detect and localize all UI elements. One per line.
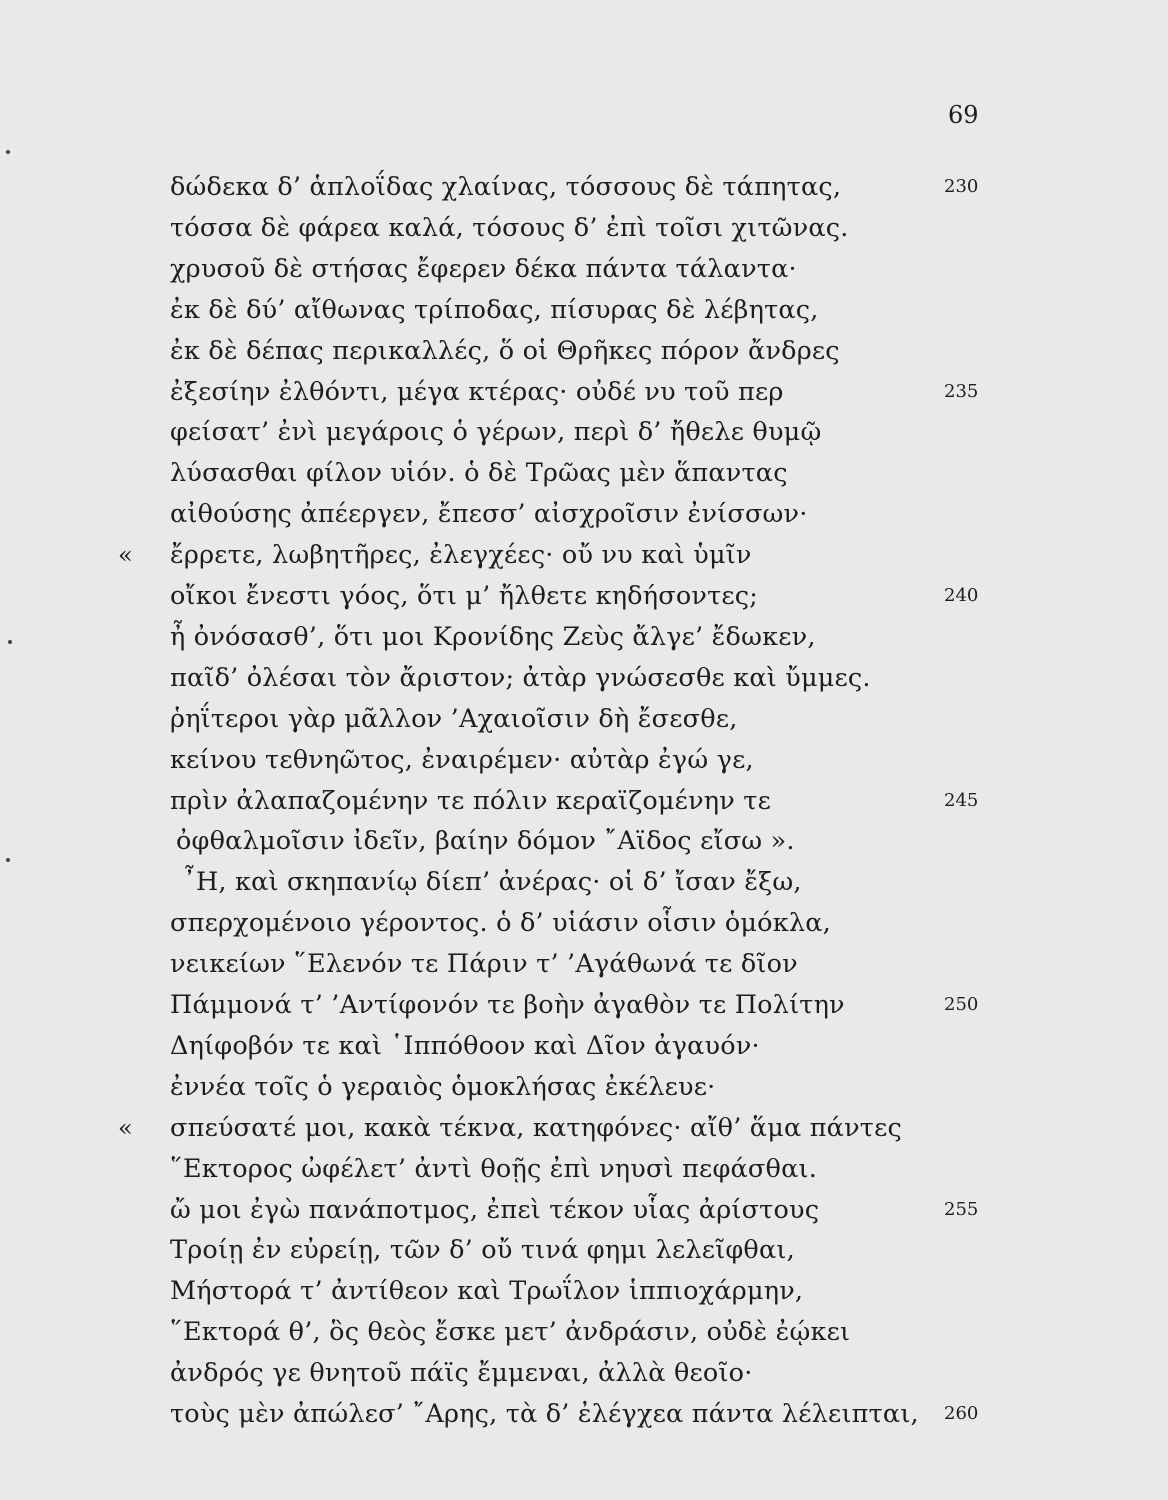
- margin-mark: [8, 640, 12, 644]
- line-number: 230: [944, 176, 979, 197]
- line-number: 240: [944, 585, 979, 606]
- verse-line: [0, 168, 1168, 208]
- verse-text: κείνου τεθνηῶτος, ἐναιρέμεν· αὐτὰρ ἐγώ γε,: [170, 744, 754, 775]
- verse-line: [0, 1150, 1168, 1190]
- verse-line: [0, 577, 1168, 617]
- verse-line: [0, 454, 1168, 494]
- verse-line: [0, 1313, 1168, 1353]
- verse-text: τοὺς μὲν ἀπώλεσ’ ῎Αρης, τὰ δ’ ἐλέγχεα πάντα λέλειπται,: [170, 1399, 919, 1429]
- verse-text: ὤ μοι ἐγὼ πανάποτμος, ἐπεὶ τέκον υἷας ἀρίστους: [170, 1194, 820, 1225]
- verse-text: δώδεκα δ’ ἁπλοΐδας χλαίνας, τόσσους δὲ τάπητας,: [170, 172, 842, 202]
- verse-text: ῞Εκτορος ὠφέλετ’ ἀντὶ θοῇς ἐπὶ νηυσὶ πεφάσθαι.: [170, 1153, 818, 1184]
- verse-text: ἀνδρός γε θνητοῦ πάϊς ἔμμεναι, ἀλλὰ θεοῖο·: [170, 1358, 753, 1389]
- verse-line: [0, 536, 1168, 576]
- verse-line: [0, 700, 1168, 740]
- verse-text: πρὶν ἀλαπαζομένην τε πόλιν κεραϊζομένην τε: [170, 785, 772, 816]
- verse-text: σπερχομένοιο γέροντος. ὁ δ’ υἱάσιν οἷσιν ὁμόκλα,: [170, 908, 831, 939]
- verse-text: φείσατ’ ἐνὶ μεγάροις ὁ γέρων, περὶ δ’ ἤθελε θυμῷ: [170, 417, 822, 448]
- verse-text: ῏Η, καὶ σκηπανίῳ δίεπ’ ἀνέρας· οἱ δ’ ἴσαν ἔξω,: [183, 867, 802, 898]
- verse-line: [0, 904, 1168, 944]
- verse-line: [0, 863, 1168, 903]
- quote-mark: «: [118, 1113, 133, 1142]
- verse-line: [0, 1109, 1168, 1149]
- verse-text: ἦ ὀνόσασθ’, ὅτι μοι Κρονίδης Ζεὺς ἄλγε’ ἔδωκεν,: [170, 621, 816, 652]
- verse-line: [0, 1395, 1168, 1435]
- verse-line: [0, 291, 1168, 331]
- verse-line: [0, 1272, 1168, 1312]
- verse-text: χρυσοῦ δὲ στήσας ἔφερεν δέκα πάντα τάλαντα·: [170, 253, 797, 284]
- verse-text: οἴκοι ἔνεστι γόος, ὅτι μ’ ἤλθετε κηδήσοντες;: [170, 581, 759, 611]
- verse-text: ἐννέα τοῖς ὁ γεραιὸς ὁμοκλήσας ἐκέλευε·: [170, 1071, 716, 1102]
- margin-mark: [6, 150, 10, 154]
- verse-text: ἔρρετε, λωβητῆρες, ἐλεγχέες· οὔ νυ καὶ ὑμῖν: [170, 540, 752, 571]
- verse-line: [0, 659, 1168, 699]
- verse-line: [0, 413, 1168, 453]
- page-number: 69: [948, 101, 979, 129]
- line-number: 245: [944, 789, 979, 811]
- verse-text: Δηίφοβόν τε καὶ ῾Ιππόθοον καὶ Δῖον ἀγαυόν·: [170, 1030, 760, 1061]
- verse-text: Μήστορά τ’ ἀντίθεον καὶ Τρωΐλον ἱππιοχάρμην,: [170, 1276, 804, 1307]
- verse-line: [0, 782, 1168, 822]
- verse-line: [0, 1191, 1168, 1231]
- verse-line: [0, 945, 1168, 985]
- verse-line: [0, 250, 1168, 290]
- verse-line: [0, 986, 1168, 1026]
- verse-text: ἐξεσίην ἐλθόντι, μέγα κτέρας· οὐδέ νυ τοῦ περ: [170, 376, 784, 407]
- margin-mark: [6, 858, 10, 862]
- line-number: 250: [944, 994, 979, 1015]
- verse-text: λύσασθαι φίλον υἱόν. ὁ δὲ Τρῶας μὲν ἅπαντας: [170, 458, 788, 489]
- verse-line: [0, 332, 1168, 372]
- quote-mark: «: [118, 541, 133, 570]
- verse-text: αἰθούσης ἀπέεργεν, ἔπεσσ’ αἰσχροῖσιν ἐνίσσων·: [170, 499, 808, 530]
- verse-line: [0, 1354, 1168, 1394]
- verse-text: Πάμμονά τ’ ’Αντίφονόν τε βοὴν ἀγαθὸν τε Πολίτην: [170, 990, 845, 1020]
- verse-text: ῞Εκτορά θ’, ὃς θεὸς ἔσκε μετ’ ἀνδράσιν, οὐδὲ ἐῴκει: [170, 1317, 851, 1348]
- verse-text: ὀφθαλμοῖσιν ἰδεῖν, βαίην δόμον ῎Αϊδος εἴσω ».: [176, 826, 795, 857]
- verse-text: νεικείων ῞Ελενόν τε Πάριν τ’ ’Αγάθωνά τε δῖον: [170, 949, 798, 980]
- verse-line: [0, 209, 1168, 249]
- verse-text: παῖδ’ ὀλέσαι τὸν ἄριστον; ἀτὰρ γνώσεσθε καὶ ὔμμες.: [170, 662, 871, 693]
- verse-line: [0, 741, 1168, 781]
- verse-line: [0, 1027, 1168, 1067]
- verse-text: ἐκ δὲ δέπας περικαλλές, ὅ οἱ Θρῆκες πόρον ἄνδρες: [170, 335, 840, 366]
- line-number: 255: [944, 1198, 979, 1220]
- verse-line: [0, 618, 1168, 658]
- verse-line: [0, 495, 1168, 535]
- verse-text: Τροίῃ ἐν εὐρείῃ, τῶν δ’ οὔ τινά φημι λελεῖφθαι,: [170, 1235, 795, 1266]
- verse-line: [0, 1231, 1168, 1271]
- line-number: 260: [944, 1403, 979, 1424]
- verse-text: ἐκ δὲ δύ’ αἴθωνας τρίποδας, πίσυρας δὲ λέβητας,: [170, 294, 819, 325]
- line-number: 235: [944, 380, 979, 402]
- verse-text: σπεύσατέ μοι, κακὰ τέκνα, κατηφόνες· αἴθ’ ἅμα πάντες: [170, 1112, 903, 1143]
- verse-text: ῥηΐτεροι γὰρ μᾶλλον ’Αχαιοῖσιν δὴ ἔσεσθε,: [170, 703, 738, 734]
- verse-line: [0, 822, 1168, 862]
- verse-text: τόσσα δὲ φάρεα καλά, τόσους δ’ ἐπὶ τοῖσι χιτῶνας.: [170, 212, 849, 243]
- verse-line: [0, 373, 1168, 413]
- verse-line: [0, 1068, 1168, 1108]
